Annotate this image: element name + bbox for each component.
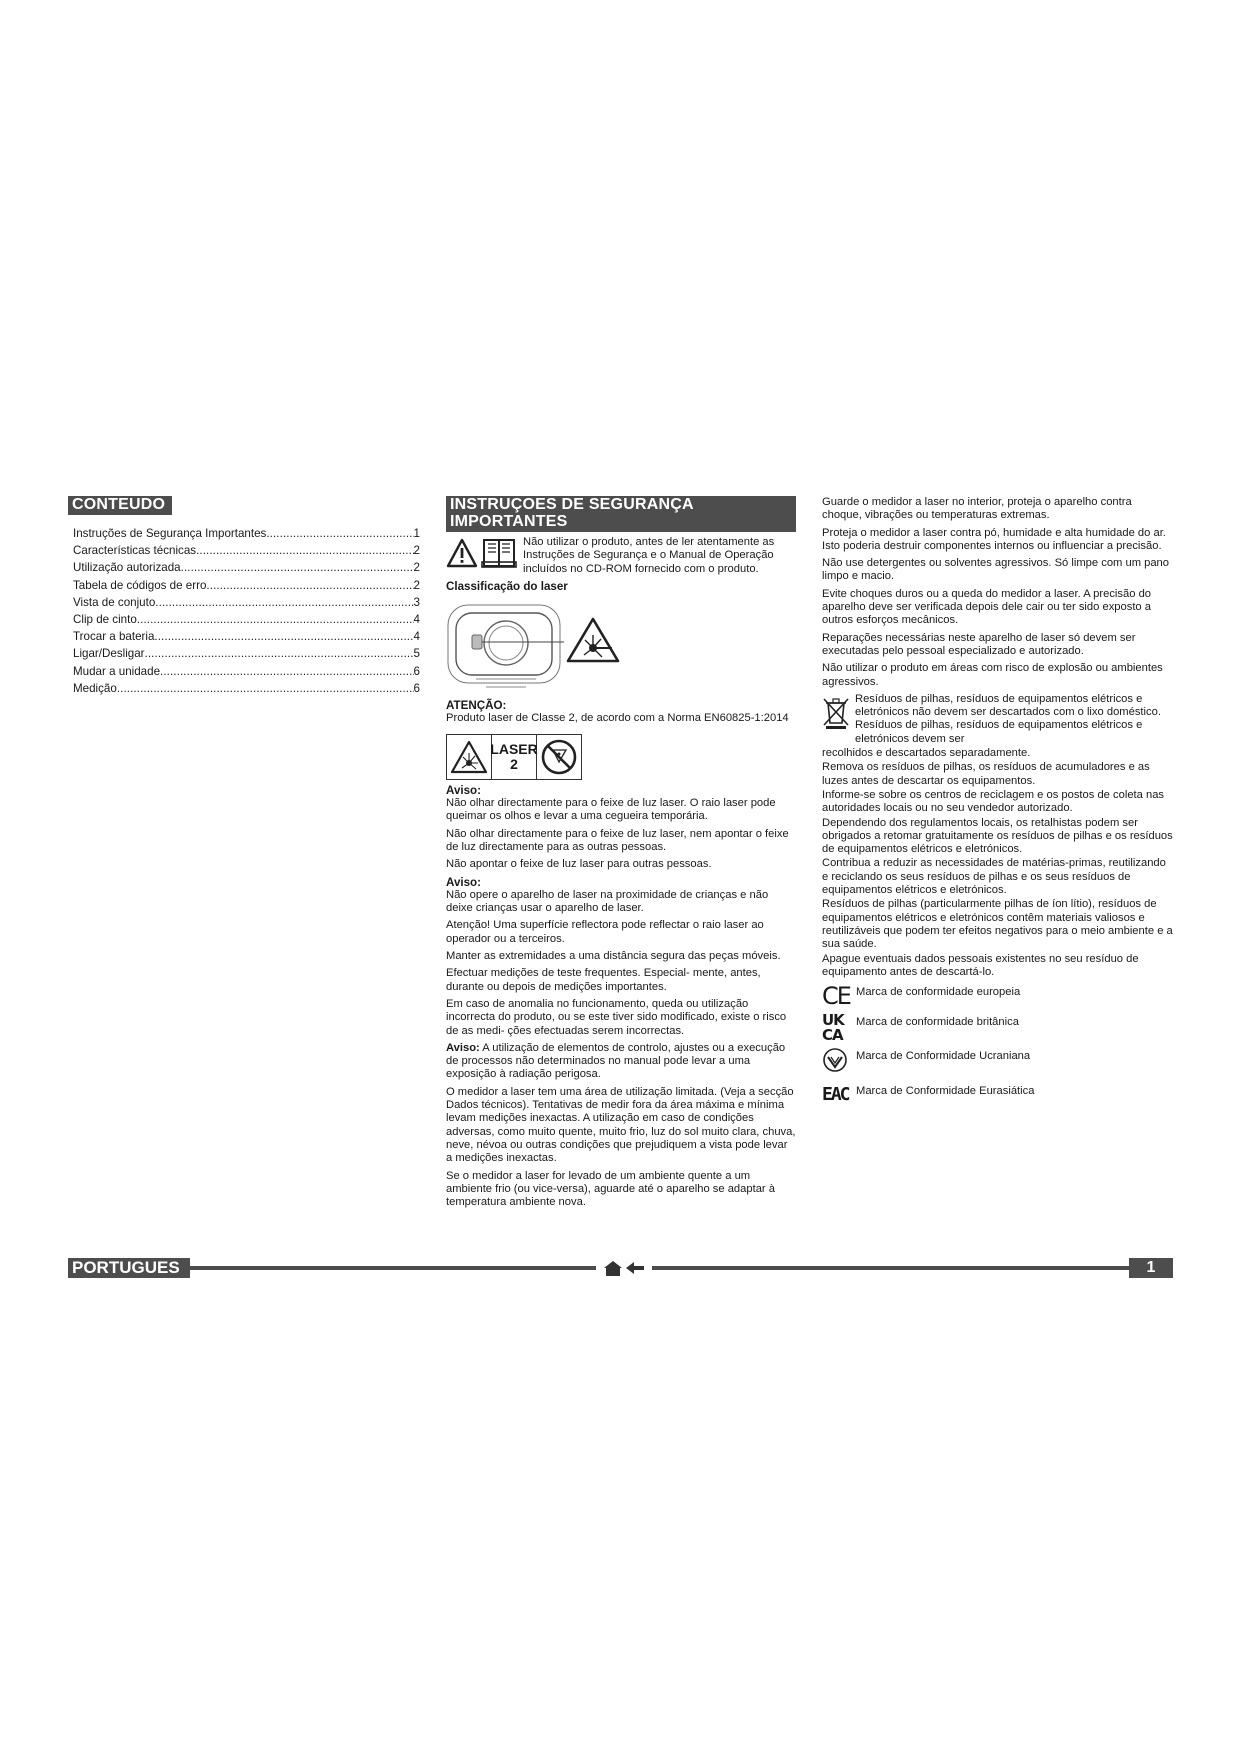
toc-page: 3 — [413, 595, 420, 609]
device-laser-figure — [446, 599, 796, 695]
warning1-paragraph: Não olhar directamente para o feixe de luz laser, nem apontar o feixe de luz directamente para as outras pessoas. — [446, 827, 789, 853]
toc-page: 6 — [413, 664, 420, 678]
toc-page: 2 — [413, 544, 420, 558]
care-paragraph: Reparações necessárias neste aparelho de laser só devem ser executadas pelo pessoal especializado e autorizado. — [822, 631, 1136, 657]
warning2-paragraph: Em caso de anomalia no funcionamento, queda ou utilização incorrecta do produto, ou se este tiver sido modificado, existe o risco de as medi- ções efectuadas serem incorrectas. — [446, 997, 787, 1037]
warning1-paragraph: Não olhar directamente para o feixe de luz laser. O raio laser pode queimar os olhos e levar a uma cegueira temporária. — [446, 797, 776, 823]
footer-language: PORTUGUES — [68, 1258, 190, 1278]
toc-leader — [181, 559, 414, 576]
toc-item[interactable] — [73, 680, 420, 697]
weee-paragraph: Apague eventuais dados pessoais existentes no seu resíduo de equipamento antes de descartá-lo. — [822, 952, 1139, 978]
ce-mark-text: Marca de conformidade europeia — [856, 986, 1021, 999]
toc-page: 4 — [413, 613, 420, 627]
laser-class-label — [446, 734, 582, 780]
ukca-mark-text: Marca de conformidade britânica — [856, 1016, 1019, 1029]
weee-paragraph: Remova os resíduos de pilhas, os resíduos de acumuladores e as luzes antes de descartar os equipamentos. — [822, 761, 1150, 787]
warning2-paragraph: Efectuar medições de teste frequentes. Especial- mente, antes, durante ou depois de medições importantes. — [446, 967, 761, 993]
safety-column — [446, 496, 796, 1213]
toc-item[interactable] — [73, 628, 420, 645]
toc-label: Clip de cinto — [73, 613, 137, 627]
ce-mark-icon: CE — [822, 982, 850, 1011]
classification-heading: Classificação do laser — [446, 579, 568, 593]
toc-label: Trocar a bateria — [73, 630, 155, 644]
ce-mark-row — [822, 983, 1174, 1009]
weee-paragraph: Contribua a reduzir as necessidades de matérias-primas, reutilizando e reciclando os seus resíduos de pilhas e os seus resíduos de equipamentos elétricos e eletrónicos. — [822, 857, 1166, 897]
crossed-bin-icon — [822, 695, 850, 729]
toc-label: Mudar a unidade — [73, 664, 161, 678]
page-footer — [68, 1258, 1173, 1278]
care-column — [822, 496, 1174, 1108]
laser-warning-icon — [566, 617, 620, 663]
toc-leader — [196, 542, 413, 559]
laser-word: LASER — [490, 740, 538, 757]
toc-item[interactable] — [73, 542, 420, 559]
warning2-paragraph: Não opere o aparelho de laser na proximidade de crianças e não deixe crianças usar o aparelho de laser. — [446, 888, 769, 915]
attention-text: Produto laser de Classe 2, de acordo com a Norma EN60825-1:2014 — [446, 712, 789, 725]
toc-leader — [145, 645, 414, 662]
intro-text: Não utilizar o produto, antes de ler atentamente as Instruções de Segurança e o Manual de Operação incluídos no CD-ROM fornecido com o produto. — [523, 536, 775, 575]
ua-mark-text: Marca de Conformidade Ucraniana — [856, 1050, 1031, 1063]
warning2-paragraph: Atenção! Uma superfície reflectora pode reflectar o raio laser ao operador ou a terceiros. — [446, 919, 764, 945]
eac-mark-row — [822, 1082, 1174, 1108]
page-number: 1 — [1129, 1258, 1173, 1278]
warning2-heading: Aviso: — [446, 875, 482, 889]
toc-item[interactable] — [73, 594, 420, 611]
laser-label-text — [491, 735, 537, 779]
care-paragraph: Evite choques duros ou a queda do medidor a laser. A precisão do aparelho deve ser verificada depois dele cair ou ter sido exposto a outros esforços mecânicos. — [822, 587, 1152, 627]
toc-page: 2 — [413, 561, 420, 575]
toc-page: 1 — [413, 527, 420, 540]
toc-leader — [117, 680, 414, 697]
toc-item[interactable] — [73, 577, 420, 594]
final-paragraph: O medidor a laser tem uma área de utilização limitada. (Veja a secção Dados técnicos). Tentativas de medir fora da área máxima e mínima levam medições inexactas. A utilização em caso de condições adversas, como muito quente, muito frio, luz do sol muito clara, chuva, neve, névoa ou outras condições que prejudiquem a vista pode levar a medições inexactas. — [446, 1085, 796, 1165]
ukca-mark-row — [822, 1013, 1174, 1043]
toc-page: 6 — [413, 681, 420, 695]
eac-mark-icon: EAC — [822, 1084, 849, 1106]
laser-label-warning — [447, 735, 491, 779]
manual-book-icon — [481, 538, 517, 568]
toc-page: 4 — [413, 630, 420, 644]
safety-intro — [446, 536, 796, 576]
toc-label: Ligar/Desligar — [73, 647, 145, 661]
warning1-paragraph: Não apontar o feixe de luz laser para outras pessoas. — [446, 858, 712, 871]
toc-item[interactable] — [73, 645, 420, 662]
warning3-paragraph — [446, 1042, 796, 1082]
eac-mark-text: Marca de Conformidade Eurasiática — [856, 1085, 1035, 1098]
no-staring-icon — [540, 738, 578, 776]
toc-label: Medição — [73, 681, 117, 695]
toc-item[interactable] — [73, 525, 420, 542]
warning3-text: A utilização de elementos de controlo, ajustes ou a execução de processos não determinados no manual pode levar a uma exposição à radiação perigosa. — [446, 1041, 786, 1081]
toc-leader — [266, 525, 413, 542]
care-paragraph: Proteja o medidor a laser contra pó, humidade e alta humidade do ar. Isto poderia destruir componentes internos ou influenciar a precisão. — [822, 526, 1166, 552]
toc-label: Utilização autorizada — [73, 561, 181, 575]
weee-paragraph: recolhidos e descartados separadamente. — [822, 747, 1031, 760]
toc-leader — [160, 663, 414, 680]
contents-title: CONTEUDO — [68, 496, 172, 515]
safety-title: INSTRUÇOES DE SEGURANÇA IMPORTANTES — [446, 496, 796, 532]
toc-label: Instruções de Segurança Importantes — [73, 527, 267, 540]
weee-intro: Resíduos de pilhas, resíduos de equipamentos elétricos e eletrónicos não devem ser descartados com o lixo doméstico. Resíduos de pilhas, resíduos de equipamentos elétricos e eletrónicos devem ser — [855, 692, 1161, 745]
laser-label-no-stare — [537, 735, 581, 779]
ukca-mark-icon: UK CA — [822, 1011, 844, 1045]
home-back-button[interactable] — [596, 1258, 652, 1278]
home-back-icon — [602, 1259, 646, 1277]
laser-class-number: 2 — [510, 755, 518, 772]
toc-label: Características técnicas — [73, 544, 197, 558]
weee-paragraph: Dependendo dos regulamentos locais, os retalhistas podem ser obrigados a retomar gratuitamente os resíduos de pilhas e os resíduos de equipamentos elétricos e eletrónicos. — [822, 816, 1173, 856]
ua-mark-row — [822, 1047, 1174, 1078]
care-paragraph: Não use detergentes ou solventes agressivos. Só limpe com um pano limpo e macio. — [822, 557, 1170, 583]
toc-page: 2 — [413, 578, 420, 592]
laser-hazard-icon — [450, 740, 488, 774]
intro-icons — [446, 536, 517, 576]
toc-item[interactable] — [73, 663, 420, 680]
toc-leader — [137, 611, 414, 628]
toc-label: Tabela de códigos de erro — [73, 578, 207, 592]
toc-page: 5 — [413, 647, 420, 661]
toc-leader — [154, 628, 413, 645]
toc-item[interactable] — [73, 611, 420, 628]
toc-list — [68, 525, 420, 697]
toc-leader — [206, 577, 413, 594]
weee-paragraph: Resíduos de pilhas (particularmente pilhas de íon lítio), resíduos de equipamentos elétricos e eletrónicos contêm materiais valiosos e reutilizáveis que podem ter efeitos negativos para o meio ambiente e a sua saúde. — [822, 898, 1173, 951]
contents-column — [68, 496, 420, 697]
warning3-heading: Aviso: — [446, 1041, 480, 1054]
toc-item[interactable] — [73, 559, 420, 576]
toc-label: Vista de conjuto — [73, 595, 156, 609]
attention-heading: ATENÇÃO: — [446, 699, 507, 713]
care-paragraph: Não utilizar o produto em áreas com risco de explosão ou ambientes agressivos. — [822, 662, 1163, 688]
toc-leader — [155, 594, 413, 611]
ua-mark-icon — [822, 1047, 848, 1073]
laser-device-illustration — [446, 603, 566, 693]
care-paragraph: Guarde o medidor a laser no interior, proteja o aparelho contra choque, vibrações ou temperaturas extremas. — [822, 496, 1132, 522]
warning1-heading: Aviso: — [446, 783, 482, 797]
final-paragraph: Se o medidor a laser for levado de um ambiente quente a um ambiente frio (ou vice-versa), aguarde até o aparelho se adaptar à temperatura ambiente nova. — [446, 1169, 775, 1209]
warning2-paragraph: Manter as extremidades a uma distância segura das peças móveis. — [446, 950, 781, 963]
weee-block — [822, 693, 1174, 747]
warning-triangle-icon — [446, 538, 478, 568]
weee-paragraph: Informe-se sobre os centros de reciclagem e os postos de coleta nas autoridades locais ou no seu vendedor autorizado. — [822, 788, 1165, 815]
